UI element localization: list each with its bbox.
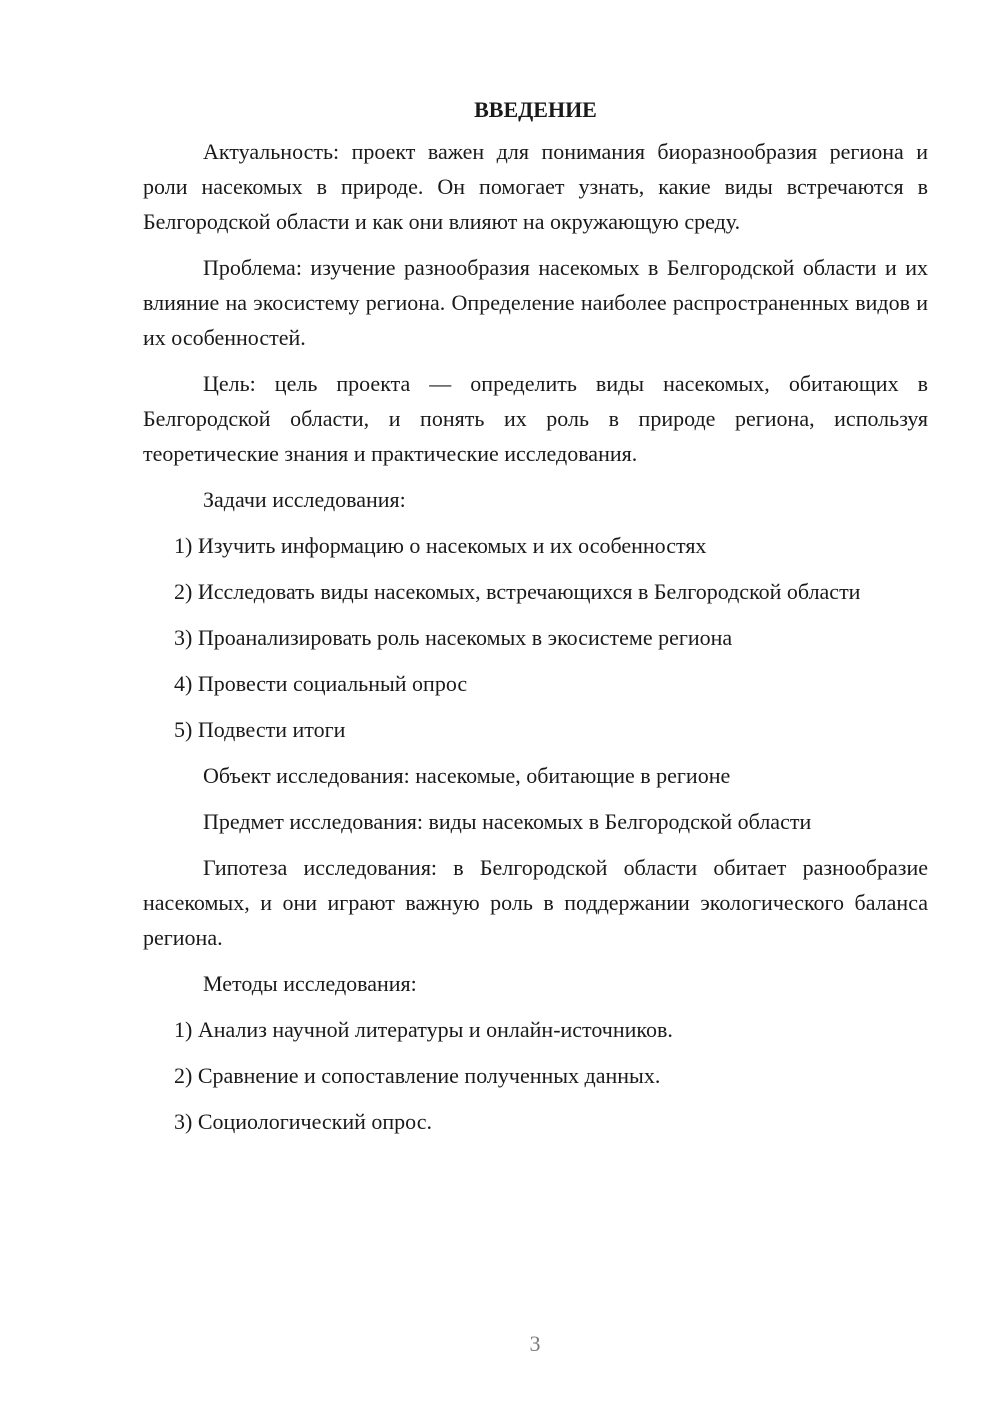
task-item: 5) Подвести итоги — [174, 717, 346, 742]
relevance-paragraph: Актуальность: проект важен для понимания биоразнообразия региона и роли насекомых в природе. Он помогает узнать, какие виды встречаются в Белгородской области и как они влияют на окружающую среду. — [143, 139, 928, 234]
document-body — [143, 92, 928, 1150]
method-item: 3) Социологический опрос. — [174, 1109, 432, 1134]
method-item: 2) Сравнение и сопоставление полученных данных. — [174, 1063, 661, 1088]
task-item: 2) Исследовать виды насекомых, встречающихся в Белгородской области — [174, 579, 861, 604]
task-item: 1) Изучить информацию о насекомых и их особенностях — [174, 533, 707, 558]
goal-paragraph: Цель: цель проекта — определить виды насекомых, обитающих в Белгородской области, и понять их роль в природе региона, используя теоретические знания и практические исследования. — [143, 371, 928, 466]
tasks-title: Задачи исследования: — [203, 487, 406, 512]
subject-paragraph: Предмет исследования: виды насекомых в Белгородской области — [203, 809, 812, 834]
method-item: 1) Анализ научной литературы и онлайн-источников. — [174, 1017, 673, 1042]
methods-title: Методы исследования: — [203, 971, 417, 996]
document-heading: ВВЕДЕНИЕ — [474, 97, 597, 122]
task-item: 4) Провести социальный опрос — [174, 671, 468, 696]
hypothesis-paragraph: Гипотеза исследования: в Белгородской области обитает разнообразие насекомых, и они играют важную роль в поддержании экологического баланса региона. — [143, 855, 928, 950]
object-paragraph: Объект исследования: насекомые, обитающие в регионе — [203, 763, 731, 788]
problem-paragraph: Проблема: изучение разнообразия насекомых в Белгородской области и их влияние на экосистему региона. Определение наиболее распространенных видов и их особенностей. — [143, 255, 928, 350]
page-number: 3 — [529, 1331, 541, 1356]
task-item: 3) Проанализировать роль насекомых в экосистеме региона — [174, 625, 733, 650]
